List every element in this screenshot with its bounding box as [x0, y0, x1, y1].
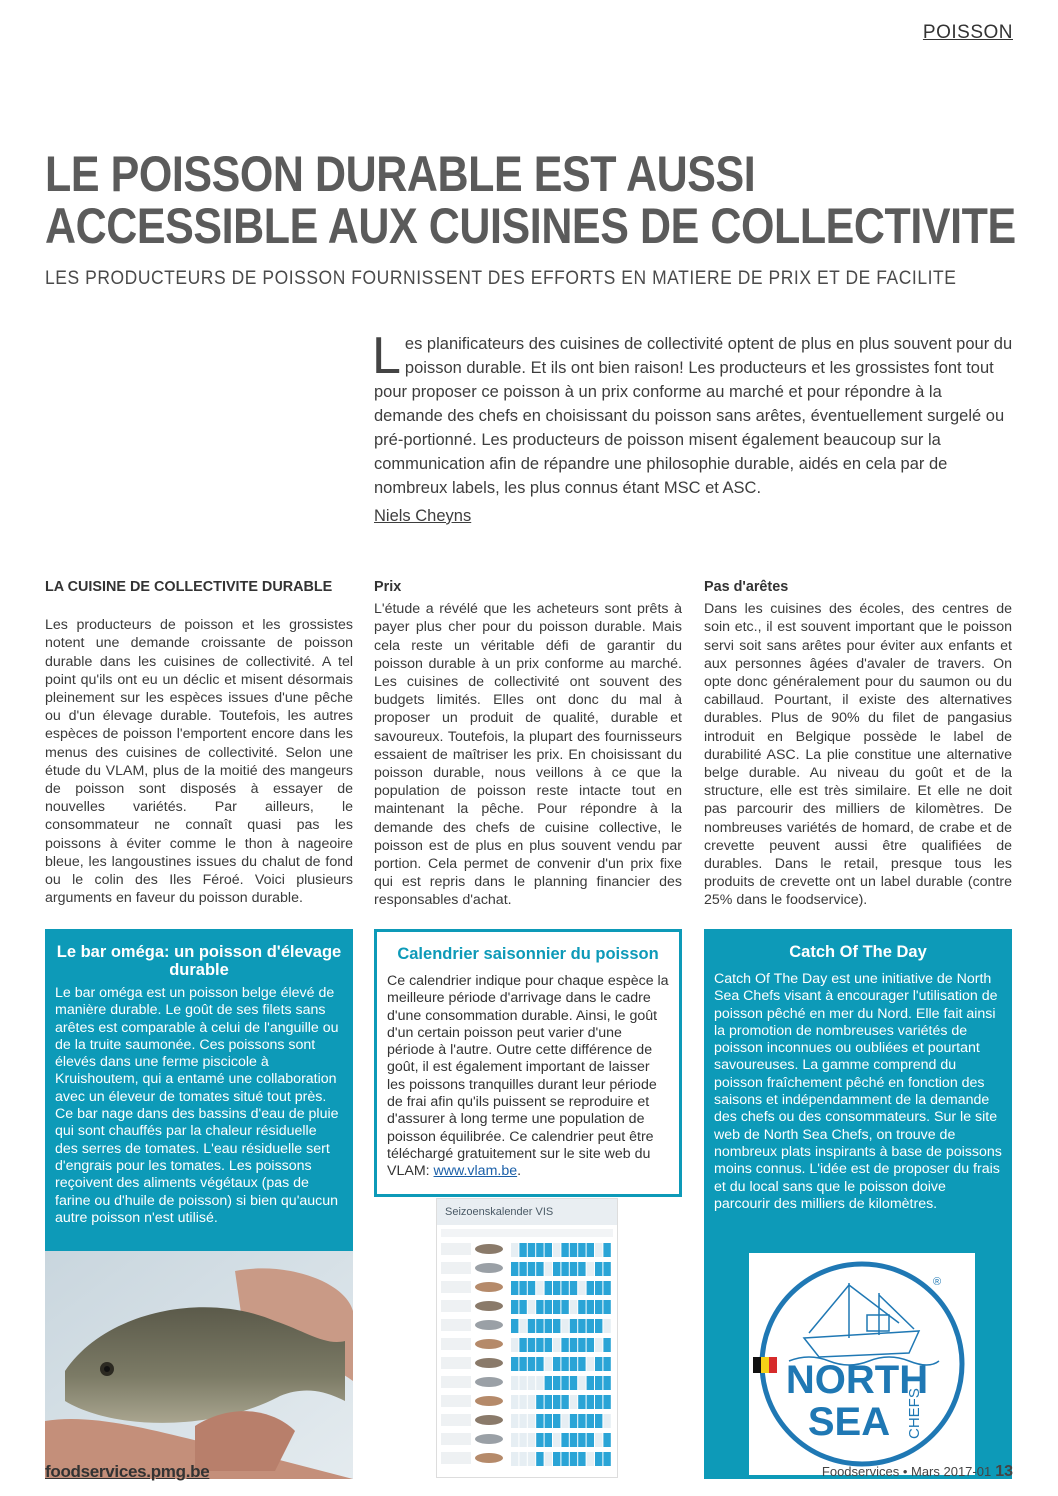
calendar-row-label	[441, 1376, 471, 1388]
column-heading: Pas d'arêtes	[704, 579, 789, 595]
calendar-month-cell	[570, 1319, 577, 1333]
calendar-month-cell	[553, 1452, 560, 1466]
calendar-month-cell	[561, 1262, 568, 1276]
column-heading: LA CUISINE DE COLLECTIVITE DURABLE	[45, 579, 333, 595]
calendar-month-cell	[519, 1395, 526, 1409]
calendar-month-cell	[570, 1262, 577, 1276]
sidebar-box-calendar	[374, 929, 682, 1197]
calendar-month-cell	[570, 1395, 577, 1409]
calendar-month-cell	[519, 1452, 526, 1466]
calendar-month-cell	[595, 1300, 602, 1314]
calendar-month-cell	[561, 1452, 568, 1466]
calendar-month-cell	[553, 1433, 560, 1447]
calendar-month-cell	[587, 1338, 594, 1352]
calendar-fish-icon	[475, 1282, 503, 1292]
calendar-month-cell	[511, 1452, 518, 1466]
calendar-month-cell	[587, 1357, 594, 1371]
calendar-month-cell	[587, 1300, 594, 1314]
calendar-row-label	[441, 1300, 471, 1312]
calendar-month-cell	[528, 1319, 535, 1333]
column-pas-daretes	[704, 578, 1012, 910]
north-sea-chefs-logo-graphic	[749, 1253, 975, 1475]
calendar-month-cell	[603, 1243, 610, 1257]
calendar-month-cell	[578, 1414, 585, 1428]
calendar-month-cell	[570, 1300, 577, 1314]
calendar-month-cell	[561, 1300, 568, 1314]
calendar-row-label	[441, 1414, 471, 1426]
calendar-month-cell	[595, 1319, 602, 1333]
article-title	[45, 146, 1016, 254]
calendar-month-cell	[545, 1281, 552, 1295]
calendar-month-cell	[519, 1433, 526, 1447]
calendar-month-cell	[519, 1262, 526, 1276]
calendar-month-cell	[528, 1243, 535, 1257]
calendar-month-cell	[578, 1338, 585, 1352]
title-line-2: ACCESSIBLE AUX CUISINES DE COLLECTIVITE	[45, 198, 1016, 254]
fish-photo-illustration	[45, 1251, 353, 1479]
calendar-month-cell	[545, 1452, 552, 1466]
calendar-month-cell	[570, 1243, 577, 1257]
calendar-month-cell	[528, 1281, 535, 1295]
calendar-month-cell	[511, 1243, 518, 1257]
calendar-month-cell	[603, 1414, 610, 1428]
calendar-fish-icon	[475, 1434, 503, 1444]
calendar-month-cell	[578, 1395, 585, 1409]
calendar-month-cell	[553, 1338, 560, 1352]
calendar-month-cell	[545, 1300, 552, 1314]
calendar-fish-icon	[475, 1415, 503, 1425]
calendar-month-cell	[603, 1376, 610, 1390]
calendar-month-cell	[595, 1357, 602, 1371]
calendar-month-cell	[587, 1395, 594, 1409]
calendar-month-cell	[561, 1395, 568, 1409]
calendar-month-cell	[528, 1376, 535, 1390]
calendar-month-cell	[595, 1243, 602, 1257]
calendar-month-cell	[553, 1300, 560, 1314]
calendar-month-cell	[587, 1452, 594, 1466]
calendar-row-label	[441, 1395, 471, 1407]
calendar-month-cell	[570, 1414, 577, 1428]
calendar-month-cell	[536, 1338, 543, 1352]
calendar-month-cell	[561, 1433, 568, 1447]
calendar-month-cell	[528, 1300, 535, 1314]
calendar-month-cell	[561, 1243, 568, 1257]
calendar-fish-icon	[475, 1263, 503, 1273]
calendar-row-label	[441, 1433, 471, 1445]
column-heading: Prix	[374, 579, 402, 595]
calendar-month-cell	[603, 1338, 610, 1352]
calendar-month-cell	[519, 1281, 526, 1295]
calendar-month-cell	[570, 1433, 577, 1447]
section-tag: POISSON	[922, 22, 1013, 43]
calendar-fish-icon	[475, 1339, 503, 1349]
logo-sea: SEA	[807, 1400, 891, 1444]
calendar-month-cell	[536, 1376, 543, 1390]
calendar-month-cell	[578, 1281, 585, 1295]
calendar-month-cell	[553, 1262, 560, 1276]
calendar-month-cell	[553, 1376, 560, 1390]
calendar-fish-icon	[475, 1320, 503, 1330]
calendar-month-cell	[603, 1300, 610, 1314]
calendar-month-cell	[603, 1395, 610, 1409]
calendar-month-cell	[603, 1281, 610, 1295]
calendar-month-cell	[553, 1357, 560, 1371]
footer-issue-label: Foodservices • Mars 2017-01	[821, 1464, 992, 1479]
box-title: Le bar oméga: un poisson d'élevage durable	[56, 943, 342, 979]
calendar-month-cell	[578, 1243, 585, 1257]
logo-north: NORTH	[785, 1358, 929, 1402]
calendar-month-cell	[595, 1262, 602, 1276]
calendar-month-cell	[603, 1357, 610, 1371]
title-line-1: LE POISSON DURABLE EST AUSSI	[45, 146, 756, 202]
calendar-month-cell	[545, 1414, 552, 1428]
calendar-row-label	[441, 1357, 471, 1369]
calendar-month-cell	[545, 1243, 552, 1257]
box-title: Catch Of The Day	[789, 943, 927, 961]
calendar-image-title: Seizoenskalender VIS	[437, 1199, 617, 1225]
column-body: Les producteurs de poisson et les grossistes notent une demande croissante de poisson durable dans les cuisines de collectivité. A tel point qu'ils ont eu un déclic et misent désormais pleinement sur les espèces issues d'une pêche ou d'un élevage durable. Toutefois, les autres espèces de poisson l'emportent encore dans les menus des cuisines de collectivité. Selon une étude du VLAM, plus de la moitié des mangeurs de poisson sont disposés à essayer de nouvelles variétés. Par ailleurs, le consommateur ne connaît quasi pas les poissons à éviter comme le thon à nageoire bleue, les langoustines issues du chalut de fond ou le colin des Iles Féroé. Voici plusieurs arguments en faveur du poisson durable.	[45, 617, 353, 907]
calendar-month-cell	[553, 1414, 560, 1428]
calendar-month-cell	[578, 1300, 585, 1314]
calendar-month-cell	[553, 1281, 560, 1295]
calendar-month-cell	[545, 1319, 552, 1333]
calendar-month-cell	[553, 1243, 560, 1257]
calendar-month-cell	[561, 1414, 568, 1428]
calendar-month-cell	[511, 1262, 518, 1276]
calendar-month-cell	[603, 1433, 610, 1447]
calendar-month-cell	[519, 1338, 526, 1352]
calendar-month-cell	[578, 1452, 585, 1466]
intro-text: es planificateurs des cuisines de collectivité optent de plus en plus souvent pour du poisson durable. Et ils ont bien raison! Les producteurs et les grossistes font tout pour proposer ce poisson à un prix conforme au marché et pour répondre à la demande des chefs en choisissant du poisson sans arêtes, éventuellement surgelé ou pré-portionné. Les producteurs de poisson misent également beaucoup sur la communication afin de répandre une philosophie durable, aidés en cela par de nombreux labels, les plus connus étant MSC et ASC.	[374, 335, 1013, 497]
calendar-month-cell	[511, 1300, 518, 1314]
column-body: Dans les cuisines des écoles, des centres de soin etc., il est souvent important que le poisson servi soit sans arêtes pour éviter aux enfants et aux personnes âgées d'avaler de travers. On opte donc généralement pour du saumon ou du cabillaud. Pourtant, il existe des alternatives durables. Plus de 90% du filet de pangasius introduit en Belgique possède le label de durabilité ASC. La plie constitue une alternative belge durable. Au niveau du goût et de la structure, elle est très similaire. Et elle ne doit pas parcourir des milliers de kilomètres. De nombreuses variétés de homard, de crabe et de crevette peuvent aussi être qualifiées de durables. Dans le retail, presque tous les produits de crevette ont un label durable (contre 25% dans le foodservice).	[704, 601, 1012, 909]
calendar-month-cell	[561, 1376, 568, 1390]
calendar-month-cell	[519, 1376, 526, 1390]
calendar-month-cell	[553, 1395, 560, 1409]
calendar-month-cell	[553, 1319, 560, 1333]
calendar-month-cell	[595, 1281, 602, 1295]
calendar-row-label	[441, 1319, 471, 1331]
calendar-month-cell	[595, 1433, 602, 1447]
page-number: 13	[995, 1463, 1013, 1480]
calendar-month-cell	[519, 1414, 526, 1428]
calendar-month-cell	[519, 1357, 526, 1371]
calendar-month-cell	[595, 1376, 602, 1390]
calendar-fish-icon	[475, 1358, 503, 1368]
calendar-month-cell	[595, 1395, 602, 1409]
calendar-fish-icon	[475, 1301, 503, 1311]
calendar-month-cell	[595, 1414, 602, 1428]
calendar-month-cell	[545, 1357, 552, 1371]
calendar-month-cell	[578, 1433, 585, 1447]
calendar-month-cell	[587, 1319, 594, 1333]
calendar-fish-icon	[475, 1377, 503, 1387]
seasonal-calendar-image	[436, 1198, 618, 1478]
drop-cap: L	[372, 327, 401, 385]
calendar-month-cell	[511, 1376, 518, 1390]
calendar-row-label	[441, 1452, 471, 1464]
calendar-month-cell	[545, 1433, 552, 1447]
calendar-month-cell	[511, 1319, 518, 1333]
calendar-row-label	[441, 1262, 471, 1274]
vlam-link[interactable]: www.vlam.be	[433, 1163, 518, 1180]
calendar-month-cell	[536, 1395, 543, 1409]
calendar-month-cell	[536, 1433, 543, 1447]
calendar-month-cell	[536, 1319, 543, 1333]
calendar-month-cell	[519, 1243, 526, 1257]
calendar-month-cell	[511, 1414, 518, 1428]
column-body: L'étude a révélé que les acheteurs sont prêts à payer plus cher pour du poisson durable. Mais cela reste un véritable défi de garantir du poisson durable à un prix conforme au marché. Les cuisines de collectivité ont souvent des budgets limités. Elles ont donc du mal à proposer un produit de qualité, durable et savoureux. Toutefois, la plupart des fournisseurs essaient de maîtriser les prix. En choisissant du poisson durable, nous veillons à ce que la population de poisson reste intacte tout en maintenant la pêche. Pour répondre à la demande des chefs de cuisine collective, le poisson est de plus en plus souvent vendu par portion. Cela permet de convenir d'un prix fixe qui est repris dans le planning financier des responsables d'achat.	[374, 601, 682, 909]
svg-text:®: ®	[933, 1276, 942, 1288]
calendar-month-cell	[536, 1281, 543, 1295]
calendar-month-cell	[578, 1357, 585, 1371]
intro-paragraph	[372, 327, 1014, 500]
calendar-month-cell	[587, 1433, 594, 1447]
calendar-month-cell	[511, 1338, 518, 1352]
calendar-month-cell	[603, 1452, 610, 1466]
logo-chefs: CHEFS	[906, 1388, 923, 1439]
calendar-fish-icon	[475, 1396, 503, 1406]
footer-site-link[interactable]: foodservices.pmg.be	[45, 1462, 210, 1481]
calendar-month-cell	[528, 1433, 535, 1447]
calendar-month-cell	[528, 1262, 535, 1276]
footer-issue	[822, 1463, 1013, 1481]
calendar-row-label	[441, 1338, 471, 1350]
calendar-month-cell	[595, 1452, 602, 1466]
sidebar-box-bar-omega	[45, 929, 353, 1251]
calendar-fish-icon	[475, 1244, 503, 1254]
column-prix	[374, 578, 682, 910]
calendar-month-cell	[528, 1414, 535, 1428]
calendar-month-cell	[570, 1376, 577, 1390]
calendar-month-cell	[578, 1262, 585, 1276]
article-subtitle: LES PRODUCTEURS DE POISSON FOURNISSENT DES EFFORTS EN MATIERE DE PRIX ET DE FACILITE	[45, 268, 957, 289]
calendar-month-cell	[587, 1262, 594, 1276]
calendar-month-cell	[511, 1281, 518, 1295]
calendar-month-cell	[595, 1338, 602, 1352]
calendar-month-cell	[536, 1243, 543, 1257]
calendar-month-cell	[519, 1300, 526, 1314]
calendar-row-label	[441, 1281, 471, 1293]
calendar-month-cell	[603, 1319, 610, 1333]
column-cuisine-durable	[45, 578, 353, 907]
calendar-month-cell	[511, 1357, 518, 1371]
calendar-month-cell	[587, 1243, 594, 1257]
calendar-month-cell	[545, 1338, 552, 1352]
calendar-month-cell	[536, 1414, 543, 1428]
calendar-month-cell	[536, 1262, 543, 1276]
calendar-fish-icon	[475, 1453, 503, 1463]
calendar-month-cell	[528, 1395, 535, 1409]
calendar-month-cell	[570, 1281, 577, 1295]
calendar-month-cell	[511, 1395, 518, 1409]
calendar-month-cell	[561, 1281, 568, 1295]
calendar-month-cell	[570, 1452, 577, 1466]
calendar-row-label	[441, 1243, 471, 1255]
calendar-month-cell	[578, 1319, 585, 1333]
box-body: Le bar oméga est un poisson belge élevé de manière durable. Le goût de ses filets sans arêtes est comparable à celui de l'anguille ou de la truite saumonée. Ces poissons sont élevés dans une ferme piscicole à Kruishoutem, qui a entamé une collaboration avec un éleveur de tomates situé tout près. Ce bar nage dans des bassins d'eau de pluie qui sont chauffés par la chaleur résiduelle des serres de tomates. L'eau résiduelle sert d'engrais pour les tomates. Les poissons reçoivent des aliments végétaux (pas de farine ou d'huile de poisson) si bien qu'aucun autre poisson n'est utilisé.	[55, 985, 339, 1226]
calendar-month-cell	[545, 1395, 552, 1409]
box-title: Calendrier saisonnier du poisson	[397, 945, 659, 963]
north-sea-chefs-logo	[749, 1253, 975, 1475]
calendar-month-cell	[561, 1357, 568, 1371]
calendar-month-cell	[528, 1452, 535, 1466]
calendar-month-cell	[528, 1338, 535, 1352]
calendar-month-cell	[578, 1376, 585, 1390]
calendar-month-cell	[603, 1262, 610, 1276]
author-name[interactable]: Niels Cheyns	[374, 507, 472, 525]
calendar-month-cell	[536, 1357, 543, 1371]
box-body-text: Ce calendrier indique pour chaque espèce la meilleure période d'arrivage dans le cadre d'une consommation durable. Ainsi, le goût d'un certain poisson peut varier d'une période à l'autre. Outre cette différence de goût, il est également important de laisser les poissons tranquilles durant leur période de frai afin qu'ils puissent se reproduire et d'assurer à long terme une population de poisson équilibrée. Ce calendrier peut être téléchargé gratuitement sur le site web du VLAM:	[387, 973, 669, 1180]
calendar-month-cell	[570, 1357, 577, 1371]
calendar-month-cell	[528, 1357, 535, 1371]
calendar-month-cell	[536, 1452, 543, 1466]
calendar-month-cell	[519, 1319, 526, 1333]
calendar-month-cell	[561, 1319, 568, 1333]
calendar-month-cell	[570, 1338, 577, 1352]
calendar-month-cell	[587, 1281, 594, 1295]
link-suffix: .	[517, 1163, 522, 1180]
calendar-month-cell	[587, 1414, 594, 1428]
box-body: Catch Of The Day est une initiative de North Sea Chefs visant à encourager l'utilisation de poisson pêché en mer du Nord. Elle fait ainsi la promotion de nombreuses variétés de poisson inconnues ou oubliées et pourtant savoureuses. La gamme comprend du poisson fraîchement pêché en fonction des saisons et indépendamment de la demande des chefs ou des consommateurs. Sur le site web de North Sea Chefs, on trouve de nombreux plats inspirants à base de poissons moins connus. L'idée est de proposer du frais et du local sans que le poisson doive parcourir des milliers de kilomètres.	[714, 971, 1002, 1212]
calendar-month-cell	[511, 1433, 518, 1447]
calendar-month-cell	[587, 1376, 594, 1390]
calendar-month-cell	[561, 1338, 568, 1352]
fish-in-hands-photo	[45, 1251, 353, 1479]
calendar-grid	[437, 1225, 617, 1475]
calendar-month-cell	[545, 1376, 552, 1390]
calendar-month-cell	[536, 1300, 543, 1314]
calendar-month-cell	[545, 1262, 552, 1276]
box-body	[387, 973, 669, 1181]
